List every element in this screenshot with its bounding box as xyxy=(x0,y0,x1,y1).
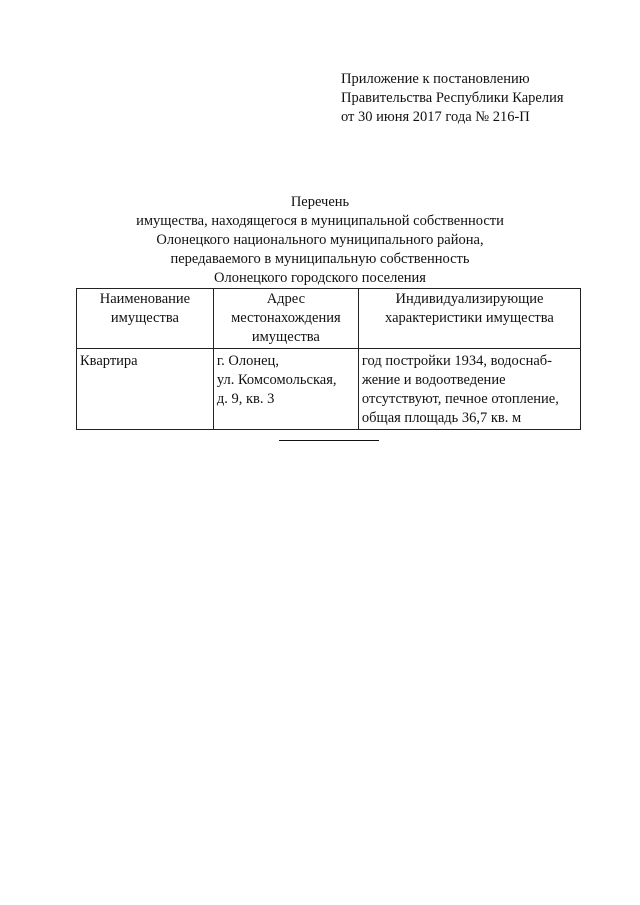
document-title xyxy=(0,193,640,288)
header-line: имущества xyxy=(110,310,179,326)
cell-characteristics xyxy=(358,349,580,430)
cell-line: г. Олонец, xyxy=(216,353,279,369)
title-line: имущества, находящегося в муниципальной собственности xyxy=(136,213,504,229)
appendix-line: от 30 июня 2017 года № 216-П xyxy=(341,109,530,125)
cell-line: д. 9, кв. 3 xyxy=(216,391,275,407)
title-line: Перечень xyxy=(290,194,350,210)
header-line: Индивидуализирующие xyxy=(395,291,544,307)
title-line: Олонецкого городского поселения xyxy=(214,270,426,286)
title-line: передаваемого в муниципальную собственность xyxy=(170,251,470,267)
header-line: местонахождения xyxy=(231,310,341,326)
cell-name xyxy=(77,349,214,430)
header-address xyxy=(213,289,358,349)
appendix-reference xyxy=(341,70,564,127)
cell-line: жение и водоотведение xyxy=(361,372,506,388)
header-line: Наименование xyxy=(99,291,191,307)
property-table xyxy=(76,288,581,430)
cell-line: отсутствуют, печное отопление, xyxy=(361,391,559,407)
title-line: Олонецкого национального муниципального района, xyxy=(156,232,484,248)
cell-line: общая площадь 36,7 кв. м xyxy=(361,410,522,426)
header-name xyxy=(77,289,214,349)
table-row xyxy=(77,349,581,430)
appendix-line: Приложение к постановлению xyxy=(341,71,530,87)
cell-line: год постройки 1934, водоснаб- xyxy=(361,353,552,369)
header-line: характеристики имущества xyxy=(385,310,554,326)
cell-line: Квартира xyxy=(80,353,138,369)
cell-address xyxy=(213,349,358,430)
header-line: имущества xyxy=(251,329,320,345)
closing-rule xyxy=(279,440,379,441)
appendix-line: Правительства Республики Карелия xyxy=(341,90,564,106)
cell-line: ул. Комсомольская, xyxy=(216,372,337,388)
header-line: Адрес xyxy=(266,291,306,307)
table-header-row xyxy=(77,289,581,349)
header-characteristics xyxy=(358,289,580,349)
